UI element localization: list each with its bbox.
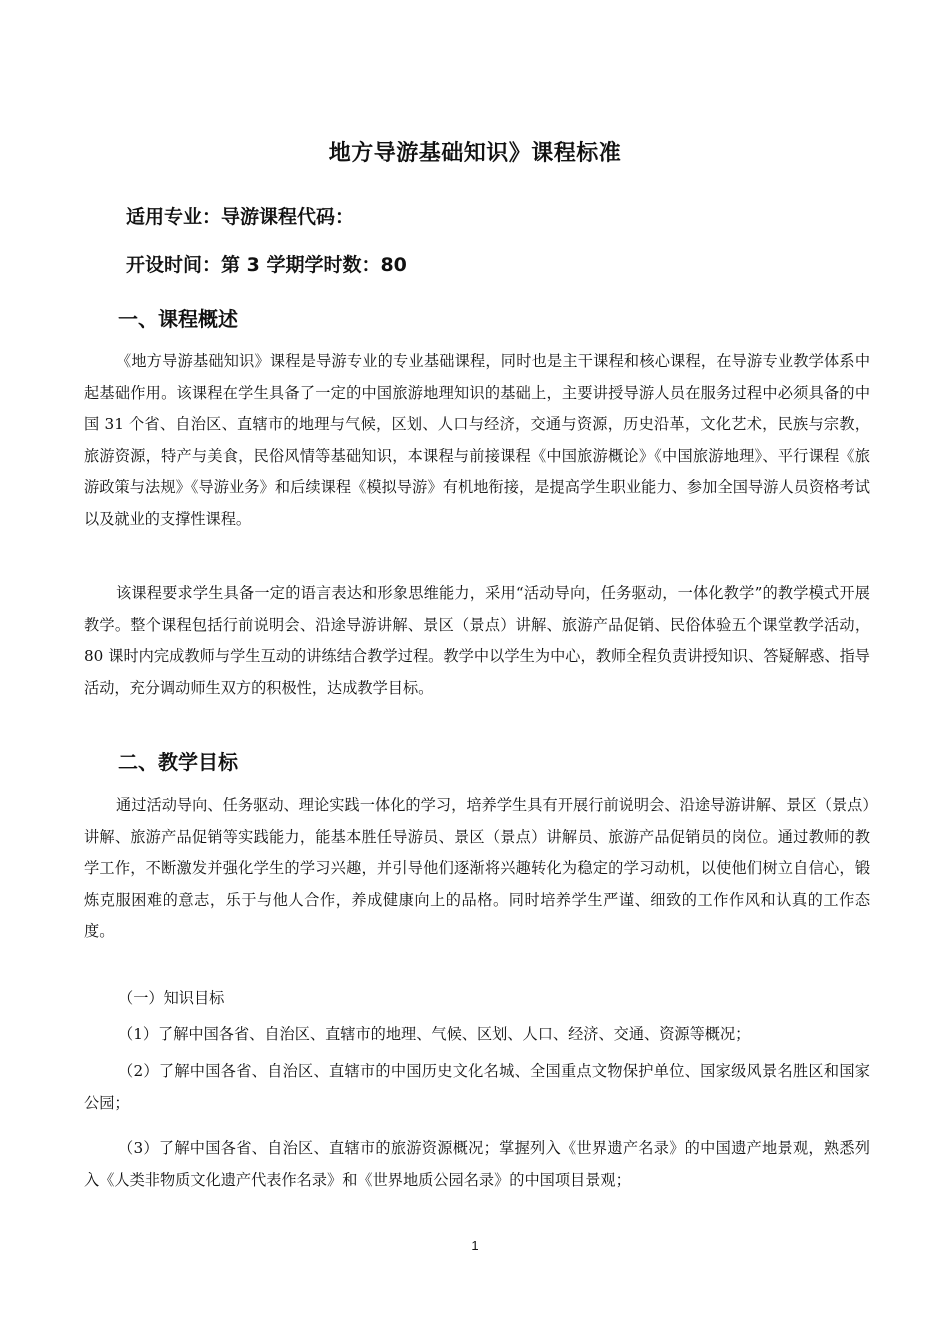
document-title: 地方导游基础知识》课程标准 bbox=[328, 141, 622, 166]
overview-paragraph-1: 《地方导游基础知识》课程是导游专业的专业基础课程，同时也是主干课程和核心课程，在导游专业教学体系中起基础作用。该课程在学生具备了一定的中国旅游地理知识的基础上，主要讲授导游人员在服务过程中必须具备的中国 31 个省、自治区、直辖市的地理与气候，区划、人口与经济，交通与资源，历史沿革，文化艺术，民族与宗教，旅游资源，特产与美食，民俗风情等基础知识，本课程与前接课程《中国旅游概论》《中国旅游地理》、平行课程《旅游政策与法规》《导游业务》和后续课程《模拟导游》有机地衔接，是提高学生职业能力、参加全国导游人员资格考试以及就业的支撑性课程。 bbox=[84, 352, 870, 528]
section-heading-overview: 一、课程概述 bbox=[118, 307, 238, 331]
objectives-paragraph: 通过活动导向、任务驱动、理论实践一体化的学习，培养学生具有开展行前说明会、沿途导游讲解、景区（景点）讲解、旅游产品促销等实践能力，能基本胜任导游员、景区（景点）讲解员、旅游产品促销员的岗位。通过教师的教学工作，不断激发并强化学生的学习兴趣，并引导他们逐渐将兴趣转化为稳定的学习动机，以使他们树立自信心，锻炼克服困难的意志，乐于与他人合作，养成健康向上的品格。同时培养学生严谨、细致的工作作风和认真的工作态度。 bbox=[84, 796, 870, 941]
applicable-major-line: 适用专业：导游课程代码： bbox=[126, 206, 355, 228]
knowledge-objectives-subheading: （一）知识目标 bbox=[118, 989, 225, 1007]
page-number: 1 bbox=[471, 1238, 479, 1253]
section-heading-objectives: 二、教学目标 bbox=[118, 750, 238, 774]
knowledge-objective-item-3: （3）了解中国各省、自治区、直辖市的旅游资源概况；掌握列入《世界遗产名录》的中国遗产地景观，熟悉列入《人类非物质文化遗产代表作名录》和《世界地质公园名录》的中国项目景观； bbox=[84, 1139, 870, 1189]
knowledge-objective-item-2: （2）了解中国各省、自治区、直辖市的中国历史文化名城、全国重点文物保护单位、国家级风景名胜区和国家公园； bbox=[84, 1062, 870, 1112]
knowledge-objective-item-1: （1）了解中国各省、自治区、直辖市的地理、气候、区划、人口、经济、交通、资源等概况； bbox=[118, 1025, 751, 1043]
schedule-hours-line: 开设时间：第 3 学期学时数：80 bbox=[126, 254, 407, 276]
overview-paragraph-2: 该课程要求学生具备一定的语言表达和形象思维能力，采用“活动导向，任务驱动，一体化教学”的教学模式开展教学。整个课程包括行前说明会、沿途导游讲解、景区（景点）讲解、旅游产品促销、民俗体验五个课堂教学活动，80 课时内完成教师与学生互动的讲练结合教学过程。教学中以学生为中心，教师全程负责讲授知识、答疑解惑、指导活动，充分调动师生双方的积极性，达成教学目标。 bbox=[84, 584, 870, 697]
